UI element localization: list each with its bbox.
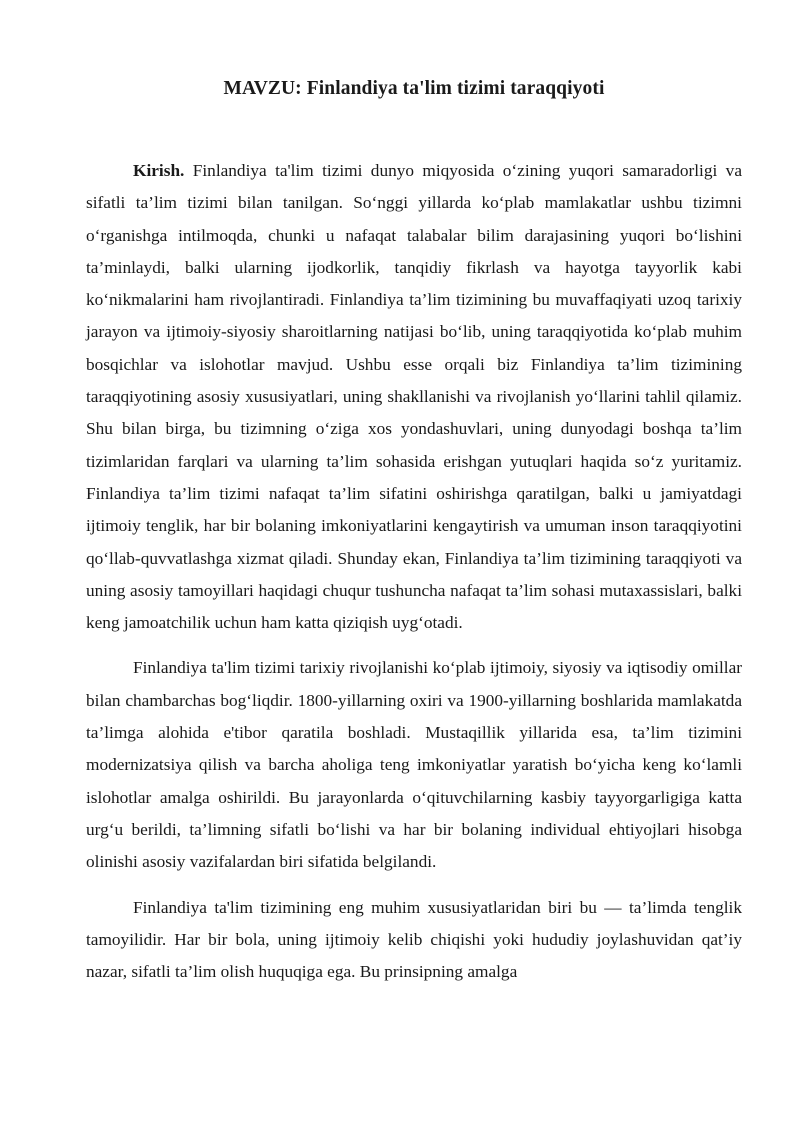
document-title: MAVZU: Finlandiya ta'lim tizimi taraqqiyoti [223,78,605,99]
introduction-text: Finlandiya ta'lim tizimi dunyo miqyosida o‘zining yuqori samaradorligi va sifatli ta’lim tizimi bilan tanilgan. So‘nggi yillarda ko‘plab mamlakatlar ushbu tizimni o‘rganishga intilmoqda, chunki u nafaqat talabalar bilim darajasining yuqori bo‘lishini ta’minlaydi, balki ularning ijodkorlik, tanqidiy fikrlash va hayotga tayyorlik kabi ko‘nikmalarini ham rivojlantiradi. Finlandiya ta’lim tizimining bu muvaffaqiyati uzoq tarixiy jarayon va ijtimoiy-siyosiy sharoitlarning natijasi bo‘lib, uning taraqqiyotida ko‘plab muhim bosqichlar va islohotlar mavjud. Ushbu esse orqali biz Finlandiya ta’lim tizimining taraqqiyotining asosiy xususiyatlari, uning shakllanishi va rivojlanish yo‘llarini tahlil qilamiz. Shu bilan birga, bu tizimning o‘ziga xos yondashuvlari, uning dunyodagi boshqa ta’lim tizimlaridan farqlari va ularning ta’lim sohasida erishgan yutuqlari haqida so‘z yuritamiz. Finlandiya ta’lim tizimi nafaqat ta’lim sifatini oshirishga qaratilgan, balki u jamiyatdagi ijtimoiy tenglik, har bir bolaning imkoniyatlarini kengaytirish va umuman inson taraqqiyotini qo‘llab-quvvatlashga xizmat qiladi. Shunday ekan, Finlandiya ta’lim tizimining taraqqiyoti va uning asosiy tamoyillari haqidagi chuqur tushuncha nafaqat ta’lim sohasi mutaxassislari, balki keng jamoatchilik uchun ham katta qiziqish uyg‘otadi. [86,161,742,633]
paragraph-history: Finlandiya ta'lim tizimi tarixiy rivojlanishi ko‘plab ijtimoiy, siyosiy va iqtisodiy omillar bilan chambarchas bog‘liqdir. 1800-yillarning oxiri va 1900-yillarning boshlarida mamlakatda ta’limga alohida e'tibor qaratila boshladi. Mustaqillik yillarida esa, ta’lim tizimini modernizatsiya qilish va barcha aholiga teng imkoniyatlar yaratish bo‘yicha keng ko‘lamli islohotlar amalga oshirildi. Bu jarayonlarda o‘qituvchilarning kasbiy tayyorgarligiga katta urg‘u berildi, ta’limning sifatli bo‘lishi va har bir bolaning individual ehtiyojlari hisobga olinishi asosiy vazifalardan biri sifatida belgilandi. [86,658,742,872]
paragraph-introduction [86,155,742,639]
document-page [86,0,742,988]
paragraph-equality: Finlandiya ta'lim tizimining eng muhim xususiyatlaridan biri bu — ta’limda tenglik tamoyilidir. Har bir bola, uning ijtimoiy kelib chiqishi yoki hududiy joylashuvidan qat’iy nazar, sifatli ta’lim olish huquqiga ega. Bu prinsipning amalga [86,897,742,982]
introduction-lead: Kirish. [133,161,185,180]
